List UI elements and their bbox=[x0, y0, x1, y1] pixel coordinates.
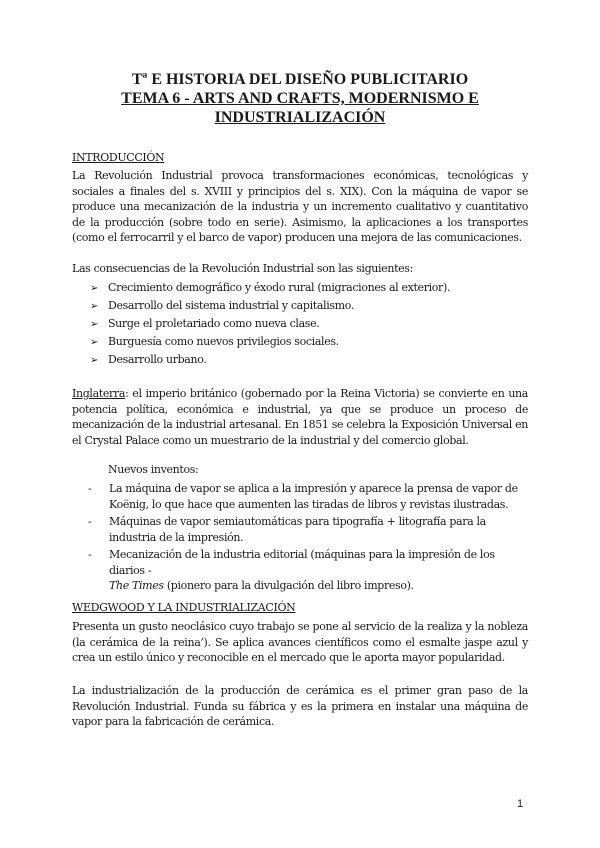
topic-title-cont: INDUSTRIALIZACIÓN bbox=[214, 109, 386, 126]
list-item: - Máquinas de vapor semiautomáticas para tipografía + litografía para la industria de la impresión. bbox=[88, 515, 486, 544]
arrow-bullet-icon: ➢ bbox=[90, 319, 99, 330]
inventions-heading: Nuevos inventos: bbox=[108, 463, 199, 476]
arrow-bullet-icon: ➢ bbox=[90, 337, 99, 348]
dash-bullet: - bbox=[88, 515, 92, 528]
intro-heading: INTRODUCCIÓN bbox=[72, 151, 165, 164]
list-item: ➢ Desarrollo urbano. bbox=[90, 353, 207, 366]
intro-paragraph: La Revolución Industrial provoca transformaciones económicas, tecnológicas y sociales a finales del s. XVIII y principios del s. XIX). Con la máquina de vapor se produce una mecanización de la industria y un incremento cualitativo y cuantitativo de la producción (sobre todo en serie). Asimismo, la aplicaciones a los transportes (como el ferrocarril y el barco de vapor) producen una mejora de las comunicaciones. bbox=[72, 169, 528, 244]
arrow-bullet-icon: ➢ bbox=[90, 301, 99, 312]
wedgwood-paragraph-1: Presenta un gusto neoclásico cuyo trabajo se pone al servicio de la realiza y la nobleza (la cerámica de la reina’). Se aplica avances científicos como el esmalte jaspe azul y crea un estilo único y reconocible en el mercado que le aporta mayor popularidad. bbox=[72, 620, 528, 664]
list-item: ➢ Surge el proletariado como nueva clase. bbox=[90, 317, 320, 330]
list-item: ➢ Crecimiento demográfico y éxodo rural (migraciones al exterior). bbox=[90, 281, 451, 294]
wedgwood-paragraph-2: La industrialización de la producción de cerámica es el primer gran paso de la Revolución Industrial. Funda su fábrica y es la primera en instalar una máquina de vapor para la fabricación de cerámica. bbox=[72, 684, 528, 728]
england-term: Inglaterra bbox=[72, 387, 126, 400]
arrow-bullet-icon: ➢ bbox=[90, 355, 99, 366]
wedgwood-heading: WEDGWOOD Y LA INDUSTRIALIZACIÓN bbox=[72, 601, 296, 614]
page-number: 1 bbox=[517, 798, 524, 810]
document-header bbox=[60, 70, 540, 127]
dash-bullet: - bbox=[88, 482, 92, 495]
list-item: - Mecanización de la industria editorial (máquinas para la impresión de los diarios - The Times (pionero para la divulgación del libro impreso). bbox=[88, 548, 495, 592]
course-title: Tª E HISTORIA DEL DISEÑO PUBLICITARIO bbox=[131, 71, 469, 88]
arrow-bullet-icon: ➢ bbox=[90, 283, 99, 294]
dash-bullet: - bbox=[88, 548, 92, 561]
list-item: - La máquina de vapor se aplica a la impresión y aparece la prensa de vapor de Koënig, lo que hace que aumenten las tiradas de libros y revistas ilustradas. bbox=[88, 482, 518, 511]
list-item: ➢ Desarrollo del sistema industrial y capitalismo. bbox=[90, 299, 354, 312]
consequences-lead: Las consecuencias de la Revolución Industrial son las siguientes: bbox=[72, 262, 413, 275]
list-item: ➢ Burguesía como nuevos privilegios sociales. bbox=[90, 335, 339, 348]
england-paragraph: Inglaterra: el imperio británico (gobernado por la Reina Victoria) se convierte en una potencia política, económica e industrial, ya que se produce un proceso de mecanización de la industrial artesanal. En 1851 se celebra la Exposición Universal en el Crystal Palace como un muestrario de la industrial y del comercio global. bbox=[72, 387, 528, 447]
topic-title: TEMA 6 - ARTS AND CRAFTS, MODERNISMO E bbox=[121, 90, 479, 107]
